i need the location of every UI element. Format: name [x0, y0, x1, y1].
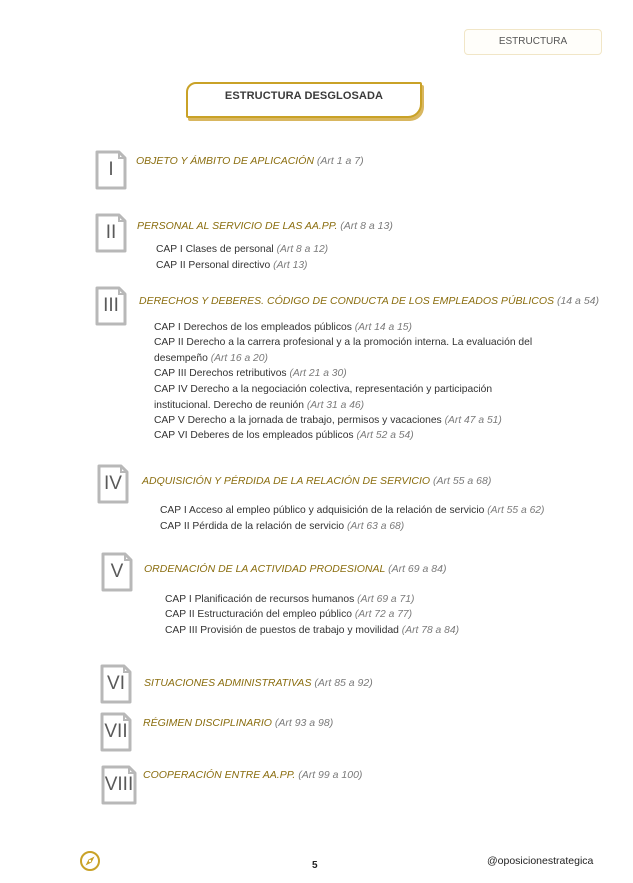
title-heading — [137, 220, 393, 232]
title-heading — [142, 475, 491, 487]
title-heading — [144, 563, 446, 575]
title-name: DERECHOS Y DEBERES. CÓDIGO DE CONDUCTA DE LOS EMPLEADOS PÚBLICOS — [139, 295, 555, 307]
chapter-item: CAP I Clases de personal (Art 8 a 12) — [156, 244, 329, 255]
title-range: (Art 85 a 92) — [314, 677, 373, 689]
chapter-item: CAP II Estructuración del empleo público (Art 72 a 77) — [165, 609, 413, 620]
title-heading — [136, 155, 364, 167]
chapter-item: CAP II Derecho a la carrera profesional y a la promoción interna. La evaluación del desempeño (Art 16 a 20) — [154, 337, 533, 364]
title-numeral: II — [105, 222, 117, 243]
title-numeral: VII — [104, 721, 128, 742]
title-heading — [144, 677, 373, 689]
chapter-item: CAP IV Derecho a la negociación colectiva, representación y participación institucional. Derecho de reunión (Art 31 a 46) — [154, 384, 493, 411]
title-numeral: IV — [104, 473, 122, 494]
chapter-item: CAP III Derechos retributivos (Art 21 a 30) — [154, 368, 347, 379]
title-name: ORDENACIÓN DE LA ACTIVIDAD PRODESIONAL — [144, 563, 386, 575]
title-numeral: VI — [107, 673, 125, 694]
chapter-item: CAP I Derechos de los empleados públicos (Art 14 a 15) — [154, 322, 412, 333]
chapter-item: CAP I Planificación de recursos humanos (Art 69 a 71) — [165, 594, 415, 605]
title-numeral: VIII — [104, 774, 134, 795]
chapter-item: CAP I Acceso al empleo público y adquisición de la relación de servicio (Art 55 a 62) — [160, 505, 545, 516]
document-icon — [100, 712, 132, 752]
title-name: SITUACIONES ADMINISTRATIVAS — [144, 677, 312, 689]
chapter-item: CAP II Personal directivo (Art 13) — [156, 260, 308, 271]
document-icon — [101, 552, 133, 592]
document-icon — [100, 664, 132, 704]
title-range: (Art 99 a 100) — [298, 769, 363, 781]
chapter-item: CAP VI Deberes de los empleados públicos (Art 52 a 54) — [154, 430, 414, 441]
title-name: RÉGIMEN DISCIPLINARIO — [143, 717, 272, 729]
document-icon — [97, 464, 129, 504]
document-icon — [95, 213, 127, 253]
title-heading — [143, 717, 333, 729]
title-range: (Art 1 a 7) — [316, 155, 364, 167]
chapter-item: CAP III Provisión de puestos de trabajo y movilidad (Art 78 a 84) — [165, 625, 460, 636]
title-name: OBJETO Y ÁMBITO DE APLICACIÓN — [136, 155, 314, 167]
title-range: (Art 93 a 98) — [274, 717, 334, 729]
document-icon — [95, 286, 127, 326]
title-range: (Art 69 a 84) — [388, 563, 447, 575]
title-range: (Art 8 a 13) — [340, 220, 393, 232]
author-handle: @oposicionestrategica — [487, 855, 594, 867]
title-heading — [139, 295, 599, 307]
document-icon — [101, 765, 137, 805]
page-number: 5 — [312, 860, 318, 871]
chapter-item: CAP V Derecho a la jornada de trabajo, permisos y vacaciones (Art 47 a 51) — [154, 415, 502, 426]
compass-icon — [79, 850, 101, 872]
title-name: PERSONAL AL SERVICIO DE LAS AA.PP. — [137, 220, 338, 232]
chapter-item: CAP II Pérdida de la relación de servicio (Art 63 a 68) — [160, 521, 405, 532]
section-tab: ESTRUCTURA — [464, 29, 602, 55]
title-range: (Art 55 a 68) — [432, 475, 492, 487]
title-numeral: III — [103, 295, 119, 316]
title-range: (14 a 54) — [556, 295, 599, 307]
section-banner — [186, 82, 422, 118]
title-heading — [143, 769, 362, 781]
title-numeral: V — [110, 561, 124, 582]
title-name: ADQUISICIÓN Y PÉRDIDA DE LA RELACIÓN DE SERVICIO — [142, 475, 431, 487]
title-name: COOPERACIÓN ENTRE AA.PP. — [143, 769, 296, 781]
document-icon — [95, 150, 127, 190]
banner-title: ESTRUCTURA DESGLOSADA — [224, 90, 384, 102]
title-numeral: I — [108, 159, 114, 180]
